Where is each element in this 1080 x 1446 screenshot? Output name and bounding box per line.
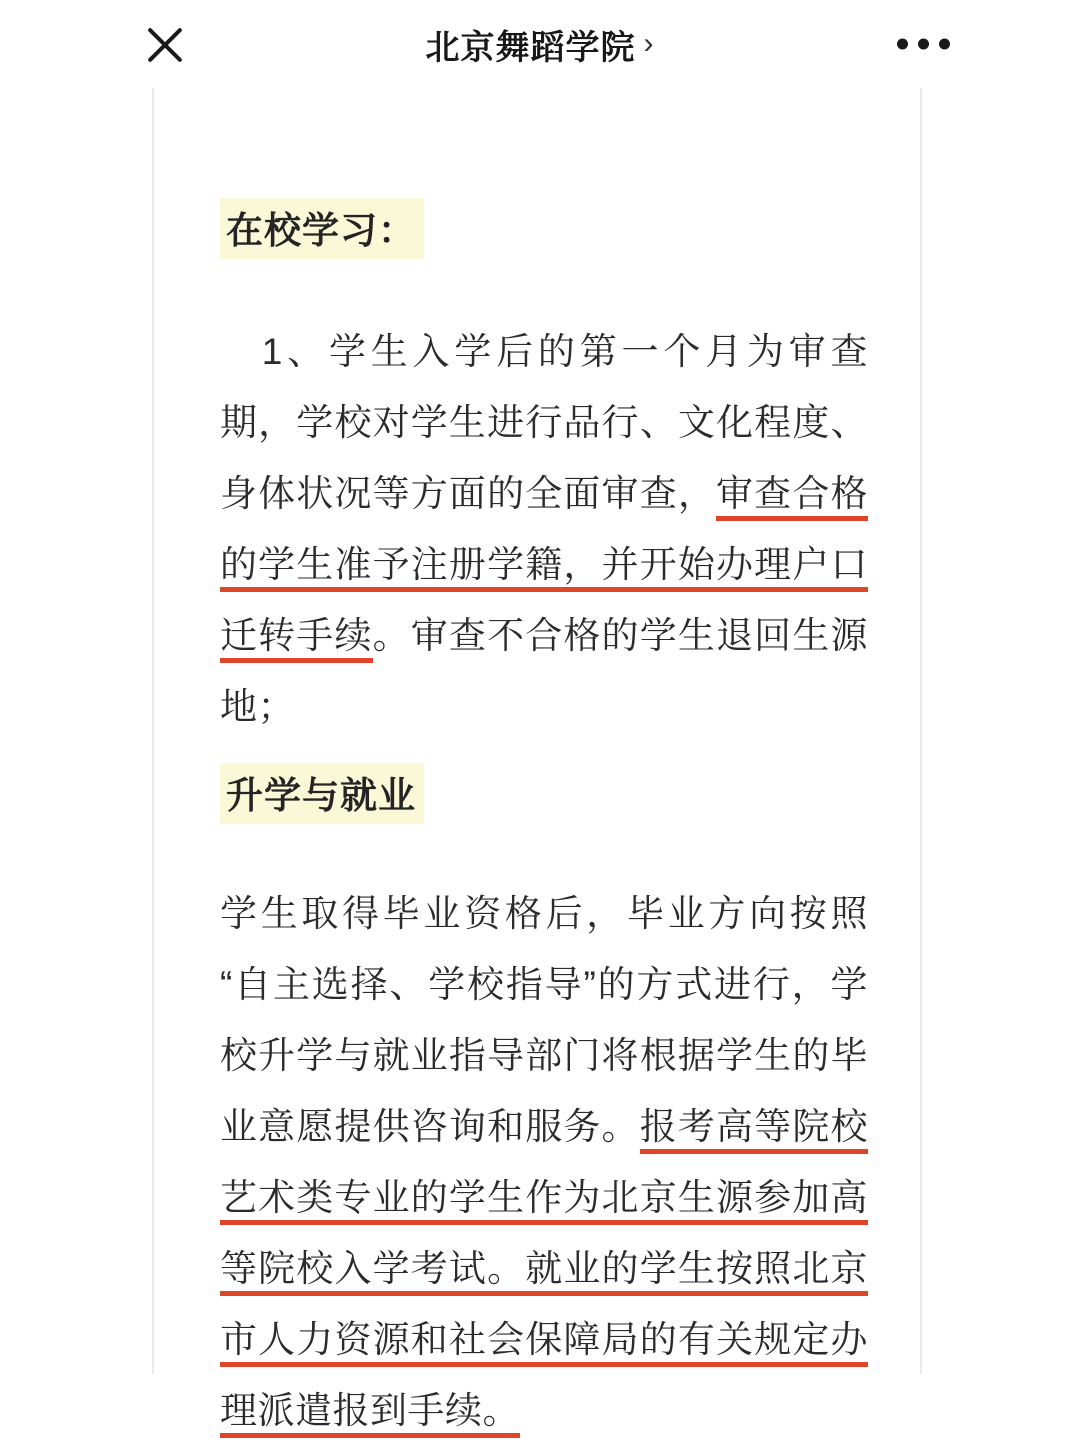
more-options-icon[interactable] [897,39,950,50]
section-2-text-underlined: 报考高等院校艺术类专业的学生作为北京生源参加高等院校入学考试。就业的学生按照北京市人力资源和社会保障局的有关规定办理派遣报到手续。 [220,1106,868,1438]
more-dot-1 [897,39,908,50]
more-dot-2 [918,39,929,50]
section-1-paragraph [220,316,868,742]
page-title: 北京舞蹈学院 [425,28,636,67]
section-2-text-pre: 学生取得毕业资格后，毕业方向按照“自主选择、学校指导”的方式进行，学校升学与就业指导部门将根据学生的毕业意愿提供咨询和服务。 [220,893,868,1147]
close-icon[interactable] [140,19,190,69]
chevron-right-icon: › [643,27,655,60]
section-2-paragraph [220,878,868,1446]
article-sheet [152,88,922,1431]
section-2-heading-block [220,763,868,824]
section-1-heading: 在校学习： [220,198,424,259]
page-title-group[interactable] [426,20,655,69]
page-bottom-edge [0,1374,1080,1378]
more-dot-3 [939,39,950,50]
section-1-heading-block [220,198,868,259]
article-page[interactable] [0,88,1080,1431]
section-1-text-pre: 1、学生入学后的第一个月为审查期，学校对学生进行品行、文化程度、身体状况等方面的全面审查， [220,331,868,514]
app-header [0,0,1080,88]
section-1-text-post: 。审查不合格的学生退回生源地； [220,615,868,727]
section-1-text-underlined: 审查合格的学生准予注册学籍，并开始办理户口迁转手续 [220,473,868,663]
section-2-heading: 升学与就业 [220,763,424,824]
